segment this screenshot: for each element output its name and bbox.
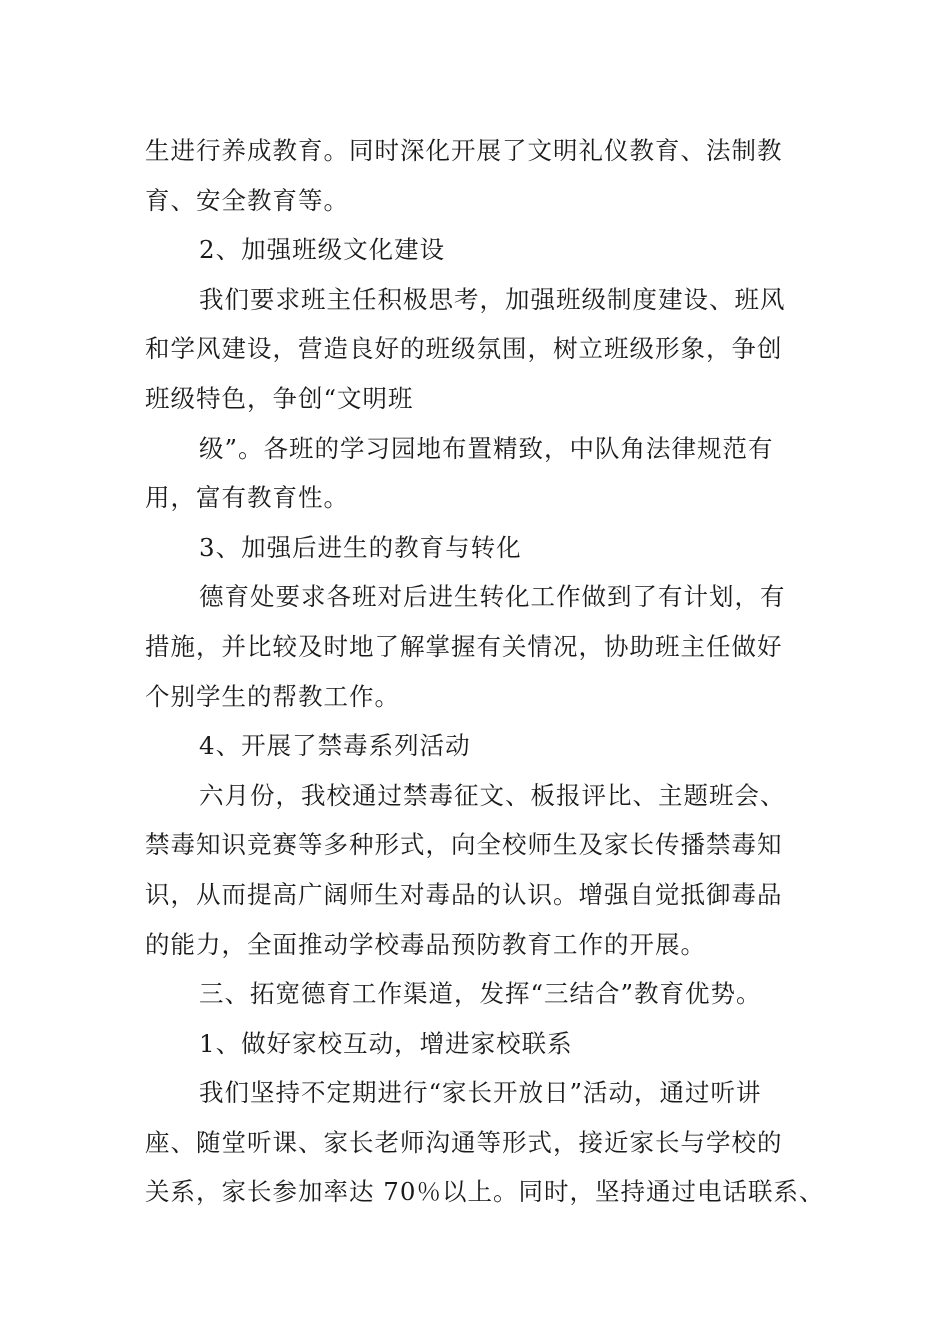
text-line: 措施，并比较及时地了解掌握有关情况，协助班主任做好 [145,631,783,661]
text-line: 和学风建设，营造良好的班级氛围，树立班级形象，争创 [145,334,783,364]
text-line: 个别学生的帮教工作。 [145,681,400,711]
text-line: 2、加强班级文化建设 [199,235,446,265]
text-line: 1、做好家校互动，增进家校联系 [199,1028,573,1058]
text-line: 育、安全教育等。 [145,185,349,215]
text-line: 的能力，全面推动学校毒品预防教育工作的开展。 [145,929,706,959]
text-line: 我们坚持不定期进行“家长开放日”活动，通过听讲 [199,1078,762,1108]
text-line: 用，富有教育性。 [145,483,349,513]
text-line: 三、拓宽德育工作渠道，发挥“三结合”教育优势。 [199,979,762,1009]
text-line: 生进行养成教育。同时深化开展了文明礼仪教育、法制教 [145,136,783,165]
text-line: 德育处要求各班对后进生转化工作做到了有计划，有 [199,582,786,612]
text-line: 关系，家长参加率达 70％以上。同时，坚持通过电话联系、 [145,1177,825,1207]
document-body [145,126,835,1217]
text-line: 我们要求班主任积极思考，加强班级制度建设、班风 [199,284,786,314]
text-line: 级”。各班的学习园地布置精致，中队角法律规范有 [199,433,774,463]
text-line: 3、加强后进生的教育与转化 [199,532,522,562]
text-line: 识，从而提高广阔师生对毒品的认识。增强自觉抵御毒品 [145,879,783,909]
text-line: 班级特色，争创“文明班 [145,383,414,413]
text-line: 座、随堂听课、家长老师沟通等形式，接近家长与学校的 [145,1127,783,1157]
text-line: 六月份，我校通过禁毒征文、板报评比、主题班会、 [199,780,786,810]
text-line: 4、开展了禁毒系列活动 [199,731,471,761]
text-line: 禁毒知识竞赛等多种形式，向全校师生及家长传播禁毒知 [145,830,783,860]
